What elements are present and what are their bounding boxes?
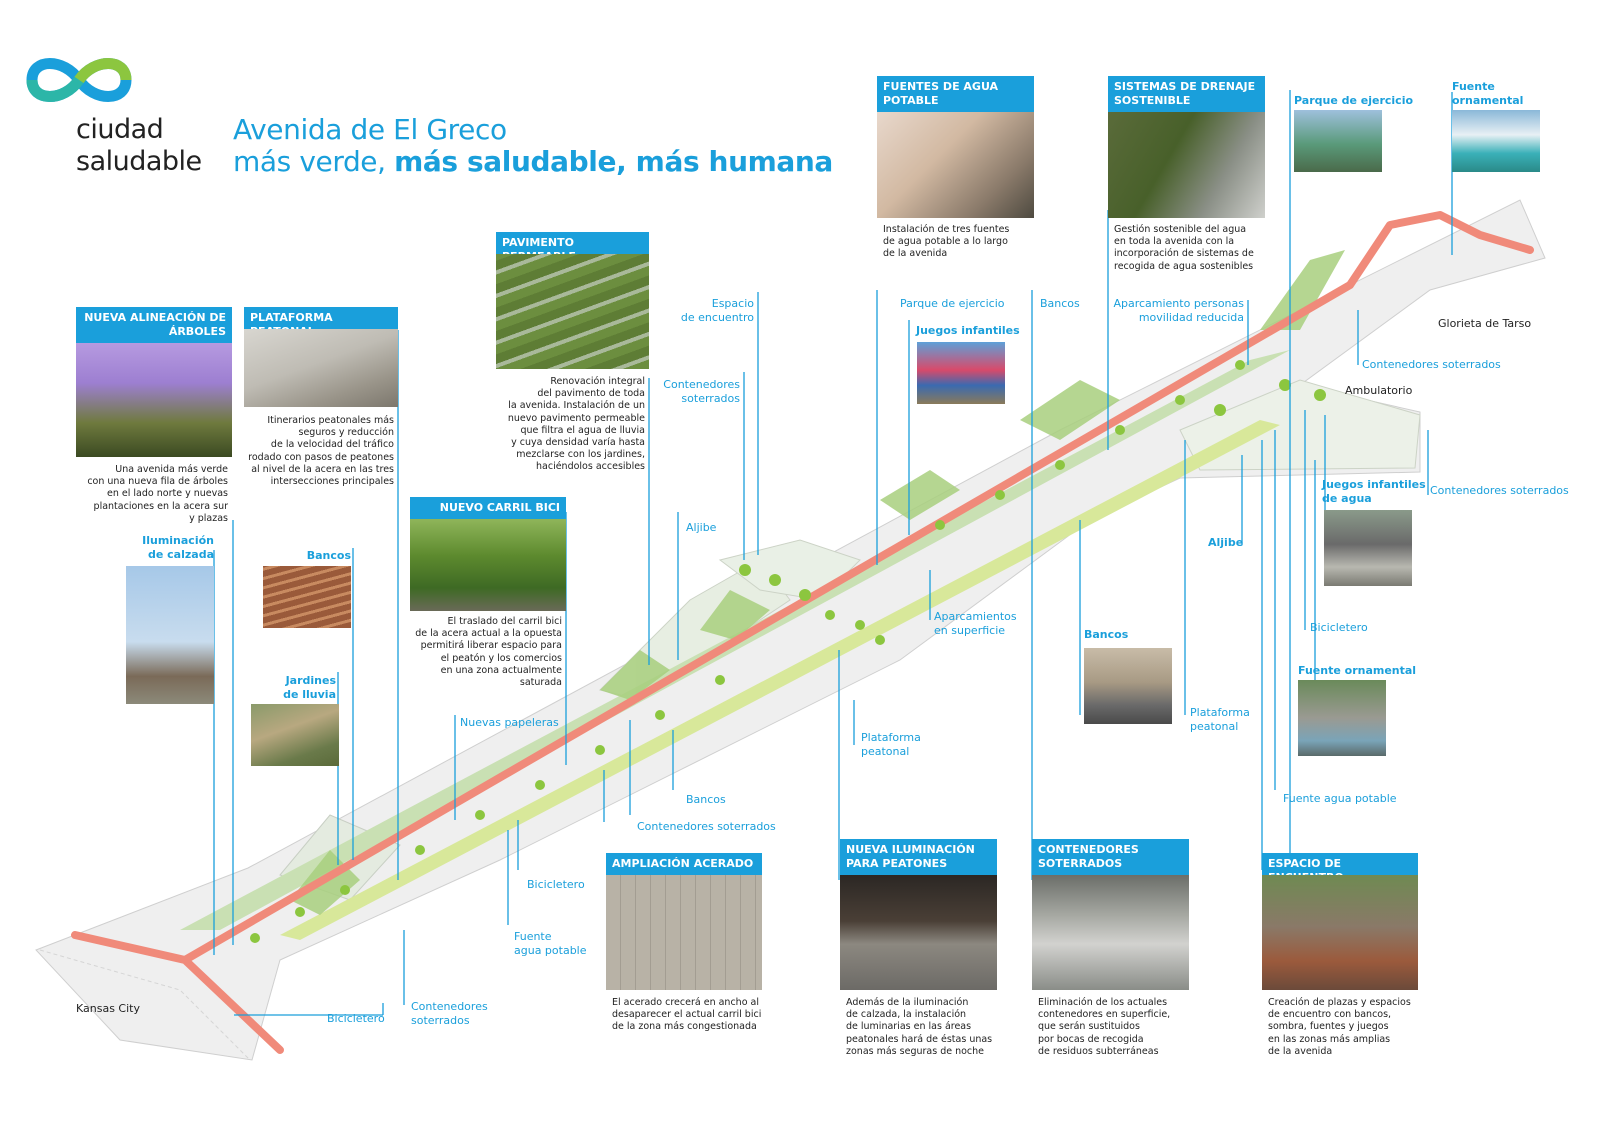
- label-aparcamientos-superficie: Aparcamientos en superficie: [934, 610, 1017, 637]
- place-ambulatorio: Ambulatorio: [1345, 384, 1413, 397]
- infinity-heart-icon: [24, 50, 134, 110]
- card-desc-carril: El traslado del carril bici de la acera actual a la opuesta permitirá liberar espacio para el peatón y los comercios en una zona actualmente saturada: [415, 616, 562, 689]
- label-fuente-agua-right: Fuente agua potable: [1283, 792, 1397, 805]
- wide-sidewalk-people-photo: [606, 875, 762, 990]
- card-title-contenedores: CONTENEDORES SOTERRADOS: [1032, 839, 1189, 875]
- logo-text-saludable: saludable: [76, 146, 202, 177]
- label-contenedores-top: Contenedores soterrados: [663, 378, 740, 405]
- water-play-photo: [1324, 510, 1412, 586]
- card-desc-plataforma: Itinerarios peatonales más seguros y reducción de la velocidad del tráfico rodado con pasos de peatones al nivel de la acera en las tres intersecciones principales: [248, 415, 394, 488]
- card-desc-drenaje: Gestión sostenible del agua en toda la avenida con la incorporación de sistemas de recogida de agua sostenibles: [1114, 224, 1254, 272]
- page-title: Avenida de El Greco: [233, 113, 507, 146]
- people-benches-plaza-photo: [1262, 875, 1418, 990]
- card-desc-contenedores: Eliminación de los actuales contenedores en superficie, que serán sustituidos por bocas de recogida de residuos subterráneas: [1038, 997, 1171, 1057]
- page-subtitle: más verde, más saludable, más humana: [233, 145, 833, 178]
- permeable-pavement-photo: [496, 254, 649, 369]
- card-title-pavimento: PAVIMENTO: [496, 232, 649, 268]
- label-bancos-top-right: Bancos: [1040, 297, 1080, 310]
- card-title-alineacion: NUEVA ALINEACIÓN DE ÁRBOLES: [76, 307, 232, 343]
- label-juegos-agua: Juegos infantiles de agua: [1322, 478, 1426, 505]
- street-light-tree-photo: [126, 566, 214, 704]
- card-desc-encuentro: Creación de plazas y espacios de encuentro con bancos, sombra, fuentes y juegos en las zonas más amplias de la avenida: [1268, 997, 1411, 1057]
- label-bancos-mid: Bancos: [686, 793, 726, 806]
- rain-garden-photo: [251, 704, 339, 766]
- card-desc-alineacion: Una avenida más verde con una nueva fila de árboles en el lado norte y nuevas plantaciones en la acera sur y plazas: [87, 464, 228, 524]
- label-bicicletero-bottom: Bicicletero: [327, 1012, 385, 1025]
- label-contenedores-right2: Contenedores soterrados: [1430, 484, 1569, 497]
- label-bicicletero-right: Bicicletero: [1310, 621, 1368, 634]
- label-iluminacion-calzada: Iluminación de calzada: [142, 534, 214, 561]
- label-aljibe-mid: Aljibe: [686, 521, 717, 534]
- card-title-acerado: AMPLIACIÓN ACERADO: [606, 853, 762, 875]
- label-jardines-lluvia: Jardines de lluvia: [283, 674, 336, 701]
- rain-garden-planter-photo: [1108, 112, 1265, 218]
- label-plataforma-right: Plataforma peatonal: [1190, 706, 1250, 733]
- card-desc-pavimento: Renovación integral del pavimento de toda la avenida. Instalación de un nuevo pavimento permeable que filtra el agua de lluvia y cuya densidad varía hasta mezclarse con los jardines, haciéndolos accesibles: [507, 376, 645, 473]
- underground-bins-photo: [1032, 875, 1189, 990]
- label-contenedores-bottom: Contenedores soterrados: [411, 1000, 488, 1027]
- card-desc-fuentes: Instalación de tres fuentes de agua potable a lo largo de la avenida: [883, 224, 1010, 260]
- label-bancos-left: Bancos: [306, 549, 351, 562]
- child-drinking-fountain-photo: [877, 112, 1034, 218]
- label-contenedores-mid: Contenedores soterrados: [637, 820, 776, 833]
- place-glorieta-de-tarso: Glorieta de Tarso: [1438, 317, 1532, 330]
- label-contenedores-right1: Contenedores soterrados: [1362, 358, 1501, 371]
- card-title-encuentro: ESPACIO DE: [1262, 853, 1418, 889]
- bench-seat-photo: [1084, 648, 1172, 724]
- label-nuevas-papeleras: Nuevas papeleras: [460, 716, 559, 729]
- cyclists-photo: [410, 519, 566, 611]
- label-juegos-infantiles: Juegos infantiles: [916, 324, 1020, 337]
- label-fuente-agua-mid: Fuente agua potable: [514, 930, 587, 957]
- card-title-fuentes: FUENTES DE AGUA POTABLE: [877, 76, 1034, 112]
- card-desc-acerado: El acerado crecerá en ancho al desaparecer el actual carril bici de la zona más congestionada: [612, 997, 762, 1033]
- label-plataforma-mid: Plataforma peatonal: [861, 731, 921, 758]
- place-kansas-city: Kansas City: [76, 1002, 140, 1015]
- card-title-carril: NUEVO CARRIL BICI: [410, 497, 566, 519]
- label-fuente-ornamental-top: Fuente ornamental: [1452, 80, 1524, 107]
- ornamental-fountain-photo: [1452, 110, 1540, 172]
- card-title-drenaje: SISTEMAS DE DRENAJE SOSTENIBLE: [1108, 76, 1265, 112]
- label-parque-ejercicio-right: Parque de ejercicio: [1294, 94, 1414, 107]
- jacaranda-trees-photo: [76, 343, 232, 457]
- label-parque-ejercicio-mid: Parque de ejercicio: [900, 297, 1005, 310]
- card-desc-iluminacion: Además de la iluminación de calzada, la instalación de luminarias en las áreas peatonales hará de éstas unas zonas más seguras de noche: [846, 997, 993, 1057]
- label-aparcamiento-pmr: Aparcamiento personas movilidad reducida: [1113, 297, 1244, 324]
- label-espacio-encuentro: Espacio de encuentro: [680, 297, 754, 324]
- label-bicicletero-mid: Bicicletero: [527, 878, 585, 891]
- street-lamp-photo: [840, 875, 997, 990]
- cube-fountain-photo: [1298, 680, 1386, 756]
- bench-photo: [263, 566, 351, 628]
- card-title-plataforma: PLATAFORMA: [244, 307, 398, 343]
- pedestrian-crossing-photo: [244, 329, 398, 407]
- card-title-iluminacion: NUEVA ILUMINACIÓN PARA PEATONES: [840, 839, 997, 875]
- label-bancos-right: Bancos: [1084, 628, 1129, 641]
- playground-photo: [917, 342, 1005, 404]
- logo-text-ciudad: ciudad: [76, 114, 164, 145]
- label-aljibe-right: Aljibe: [1208, 536, 1244, 549]
- label-fuente-ornamental-right: Fuente ornamental: [1298, 664, 1417, 677]
- exercise-park-photo: [1294, 110, 1382, 172]
